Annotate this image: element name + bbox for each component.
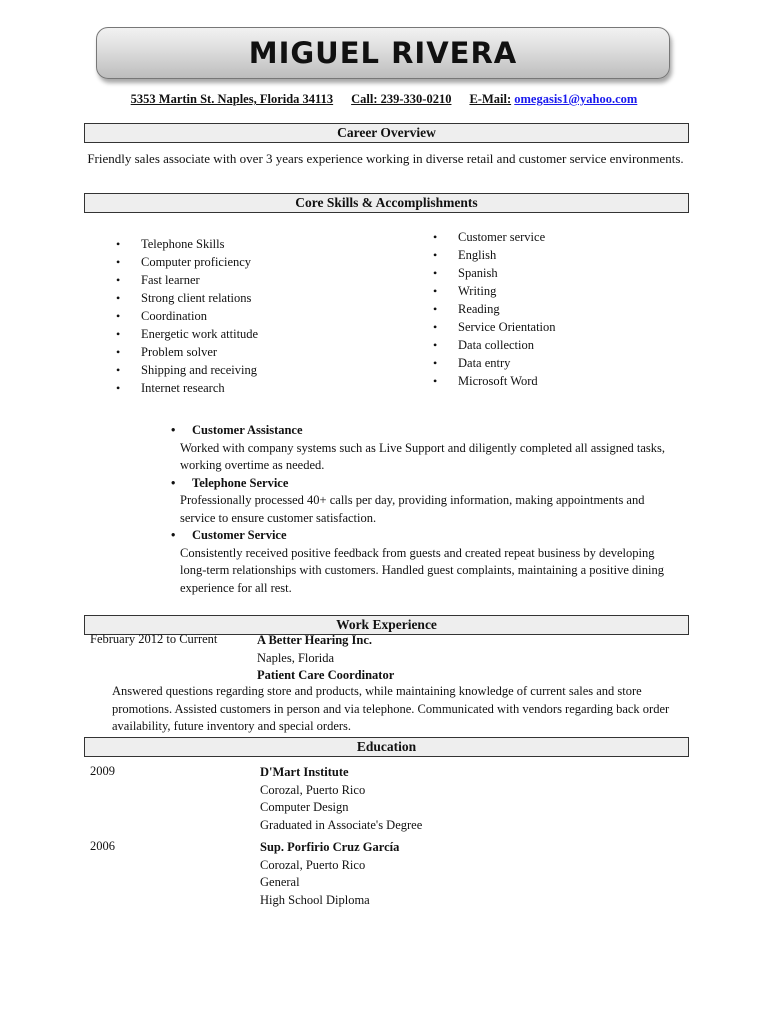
job-location: Naples, Florida: [257, 650, 335, 665]
list-item: • Customer service: [433, 228, 556, 246]
education-year: 2009: [90, 764, 115, 778]
phone: Call: 239-330-0210: [351, 92, 452, 106]
education-school: D'Mart Institute: [260, 765, 349, 779]
education-entry: [260, 764, 422, 834]
job-info: [257, 632, 394, 685]
career-overview-text: Friendly sales associate with over 3 years experience working in diverse retail and customer service environments.: [87, 151, 684, 166]
section-education: Education: [84, 737, 689, 757]
education-field: General: [260, 875, 300, 889]
list-item: • Problem solver: [116, 343, 258, 361]
education-year: 2006: [90, 839, 115, 853]
education-degree: Graduated in Associate's Degree: [260, 817, 423, 832]
list-item: • Telephone Skills: [116, 235, 258, 253]
education-location: Corozal, Puerto Rico: [260, 782, 366, 797]
skills-list-right: [433, 228, 556, 390]
list-item: • Data entry: [433, 354, 556, 372]
list-item: • Strong client relations: [116, 289, 258, 307]
job-company: A Better Hearing Inc.: [257, 633, 373, 647]
name-banner: [96, 27, 670, 79]
accomplishments: [180, 422, 680, 597]
list-item: • Computer proficiency: [116, 253, 258, 271]
education-degree: High School Diploma: [260, 892, 370, 907]
accomplishment-heading: • Telephone Service: [171, 475, 680, 493]
job-description: Answered questions regarding store and products, while maintaining knowledge of current sales and store promotions. Assisted customers in person and via telephone. Communicated with vendors regarding back order availability, future inventory and special orders.: [112, 684, 670, 733]
list-item: • English: [433, 246, 556, 264]
list-item: • Service Orientation: [433, 318, 556, 336]
list-item: • Microsoft Word: [433, 372, 556, 390]
accomplishment-text: Consistently received positive feedback from guests and created repeat business by developing long-term relationships with customers. Handled guest complaints, maintaining a positive dining experience for all rest.: [180, 545, 664, 595]
education-location: Corozal, Puerto Rico: [260, 857, 366, 872]
list-item: • Data collection: [433, 336, 556, 354]
list-item: • Fast learner: [116, 271, 258, 289]
education-field: Computer Design: [260, 800, 349, 814]
section-work-experience: Work Experience: [84, 615, 689, 635]
accomplishment-heading: • Customer Service: [171, 527, 680, 545]
accomplishment-heading: • Customer Assistance: [171, 422, 680, 440]
education-entry: [260, 839, 399, 909]
list-item: • Shipping and receiving: [116, 361, 258, 379]
list-item: • Internet research: [116, 379, 258, 397]
accomplishment-text: Professionally processed 40+ calls per day, providing information, making appointments and service to ensure customer satisfaction.: [180, 493, 645, 525]
job-role: Patient Care Coordinator: [257, 668, 395, 682]
list-item: • Energetic work attitude: [116, 325, 258, 343]
email-link[interactable]: omegasis1@yahoo.com: [514, 92, 638, 106]
list-item: • Coordination: [116, 307, 258, 325]
accomplishment-text: Worked with company systems such as Live Support and diligently completed all assigned tasks, working overtime as needed.: [180, 440, 666, 472]
job-dates: February 2012 to Current: [90, 632, 218, 646]
list-item: • Spanish: [433, 264, 556, 282]
email-label: E-Mail:: [469, 92, 512, 106]
list-item: • Reading: [433, 300, 556, 318]
section-career-overview: Career Overview: [84, 123, 689, 143]
candidate-name: MIGUEL RIVERA: [248, 36, 518, 70]
list-item: • Writing: [433, 282, 556, 300]
contact-line: [0, 92, 768, 107]
section-core-skills: Core Skills & Accomplishments: [84, 193, 689, 213]
education-school: Sup. Porfirio Cruz García: [260, 840, 400, 854]
address: 5353 Martin St. Naples, Florida 34113: [130, 92, 334, 106]
skills-list-left: [116, 235, 258, 397]
